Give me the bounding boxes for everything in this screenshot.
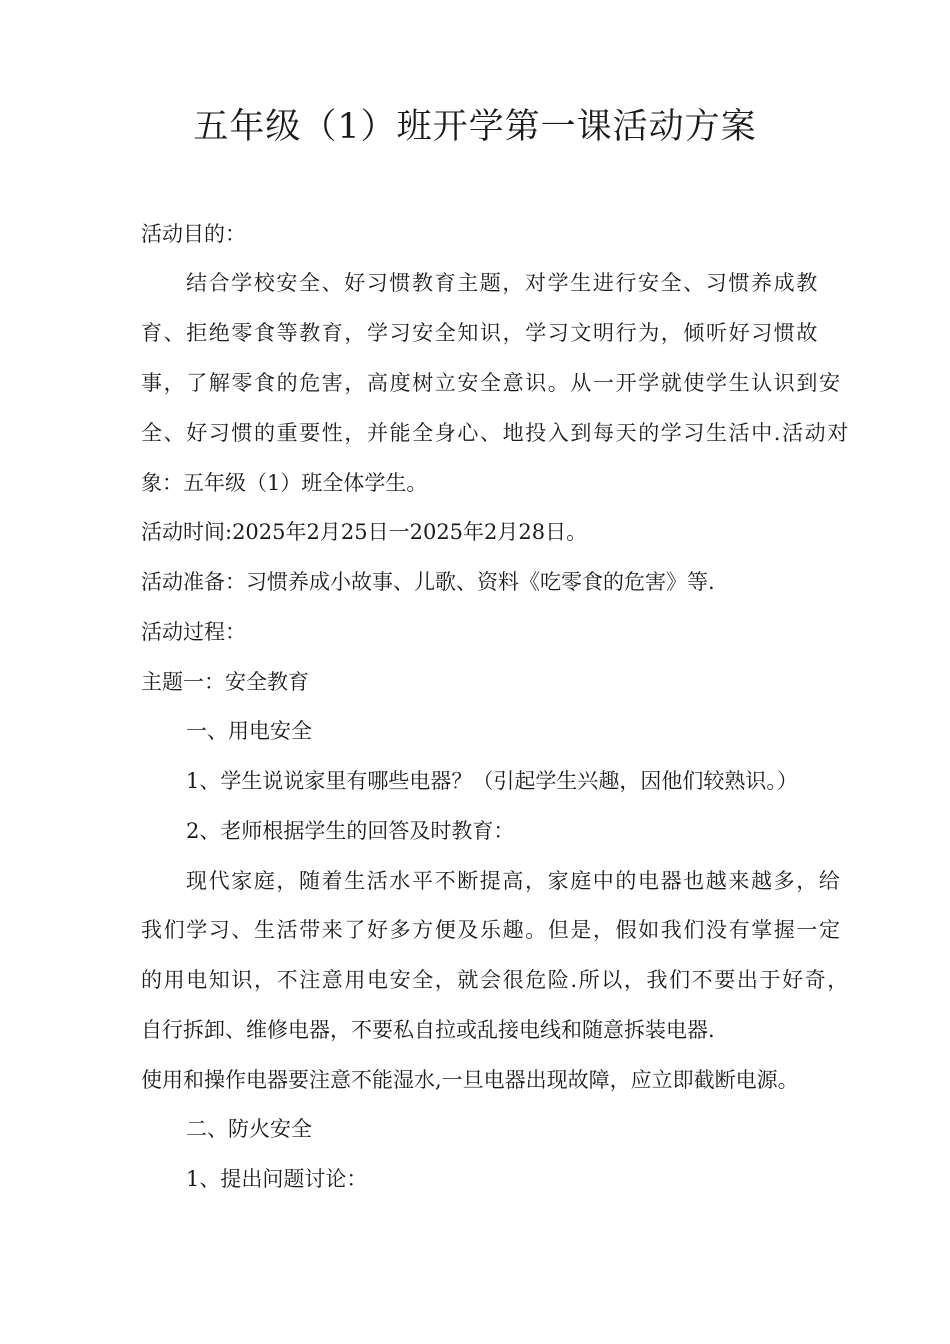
- paragraph-line: 我们学习、生活带来了好多方便及乐趣。但是，假如我们没有掌握一定: [141, 918, 842, 942]
- paragraph-line: 现代家庭，随着生活水平不断提高，家庭中的电器也越来越多，给: [186, 869, 842, 893]
- paragraph-line: 育、拒绝零食等教育，学习安全知识，学习文明行为，倾听好习惯故: [141, 321, 819, 345]
- subsection-heading: 二、防火安全: [186, 1117, 312, 1141]
- paragraph-line: 全、好习惯的重要性，并能全身心、地投入到每天的学习生活中.活动对: [141, 421, 850, 445]
- paragraph-line: 事，了解零食的危害，高度树立安全意识。从一开学就使学生认识到安: [141, 371, 842, 395]
- paragraph-line: 使用和操作电器要注意不能湿水,一旦电器出现故障，应立即截断电源。: [141, 1068, 799, 1092]
- list-item: 1、提出问题讨论：: [186, 1167, 368, 1191]
- paragraph-line: 象：五年级（1）班全体学生。: [141, 471, 428, 495]
- theme-heading: 主题一：安全教育: [141, 670, 309, 694]
- activity-time: 活动时间:2025年2月25日一2025年2月28日。: [141, 520, 588, 544]
- activity-preparation: 活动准备：习惯养成小故事、儿歌、资料《吃零食的危害》等.: [141, 570, 715, 594]
- list-item: 1、学生说说家里有哪些电器？（引起学生兴趣，因他们较熟识。）: [186, 769, 798, 793]
- paragraph-line: 自行拆卸、维修电器，不要私自拉或乱接电线和随意拆装电器.: [141, 1018, 715, 1042]
- subsection-heading: 一、用电安全: [186, 719, 312, 743]
- section-heading-process: 活动过程：: [141, 620, 246, 644]
- paragraph-line: 的用电知识，不注意用电安全，就会很危险.所以，我们不要出于好奇，: [141, 968, 850, 992]
- list-item: 2、老师根据学生的回答及时教育：: [186, 819, 515, 843]
- document-title: 五年级（1）班开学第一课活动方案: [193, 107, 757, 147]
- section-heading-purpose: 活动目的：: [141, 222, 246, 246]
- paragraph-line: 结合学校安全、好习惯教育主题，对学生进行安全、习惯养成教: [186, 271, 819, 295]
